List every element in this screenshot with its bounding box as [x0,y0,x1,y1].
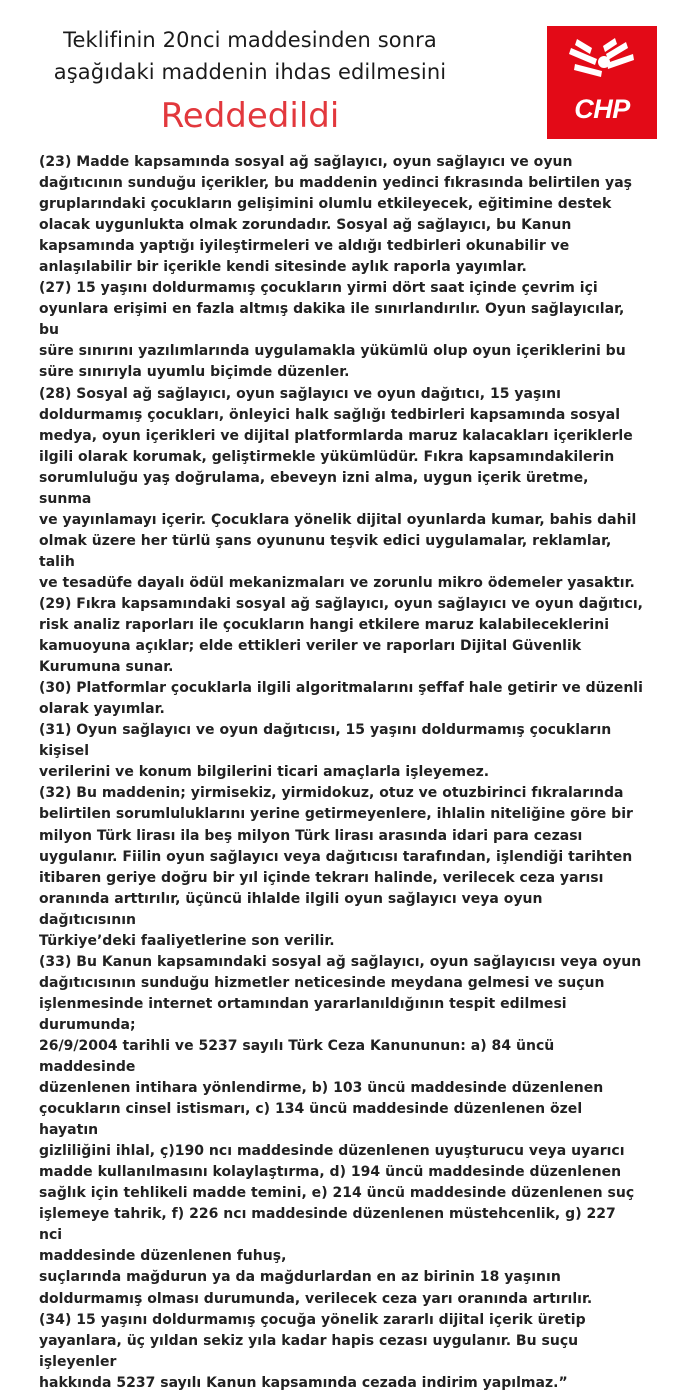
paragraph-27: (27) 15 yaşını doldurmamış çocukların yirmi dört saat içinde çevrim içi oyunlara erişimi en fazla altmış dakika ile sınırlandırılır. Oyun sağlayıcılar, bu süre sınırını yazılımlarında uygulamakla yükümlü olup oyun içeriklerini bu süre sınırıyla uyumlu biçimde düzenler. [39,280,626,381]
paragraph-30: (30) Platformlar çocuklarla ilgili algoritmalarını şeffaf hale getirir ve düzenli olarak yayımlar. [39,680,643,718]
paragraph-33: (33) Bu Kanun kapsamındaki sosyal ağ sağlayıcı, oyun sağlayıcısı veya oyun dağıtıcısının sunduğu hizmetler neticesinde meydana gelmesi ve suçun işlenmesinde internet ortamından yararlanıldığının tespit edilmesi durumunda; [39,953,642,1033]
paragraph-23: (23) Madde kapsamında sosyal ağ sağlayıcı, oyun sağlayıcı ve oyun dağıtıcının sunduğu içerikler, bu maddenin yedinci fıkrasında belirtilen yaş gruplarındaki çocukların gelişimini olumlu etkileyecek, eğitimine destek olacak uygunlukta olmak zorundadır. Sosyal ağ sağlayıcı, bu Kanun kapsamında yaptığı iyileştirmeleri ve aldığı tedbirleri okunabilir ve anlaşılabilir bir içerikle kendi sitesinde aylık raporla yayımlar. [39,154,633,276]
party-logo [547,26,657,139]
paragraph-28: (28) Sosyal ağ sağlayıcı, oyun sağlayıcı ve oyun dağıtıcı, 15 yaşını doldurmamış çocukları, önleyici halk sağlığı tedbirleri kapsamında sosyal medya, oyun içerikleri ve dijital platformlarda maruz kalacakları içeriklerle ilgili olarak korumak, geliştirmekle yükümlüdür. Fıkra kapsamındakilerin sorumluluğu yaş doğrulama, ebeveyn izni alma, uygun içerik üretme, sunma ve yayınlamayı içerir. Çocuklara yönelik dijital oyunlarda kumar, bahis dahil olmak üzere her türlü şans oyununu teşvik edici uygulamalar, reklamlar, talih ve tesadüfe dayalı ödül mekanizmaları ve zorunlu mikro ödemeler yasaktır. [39,385,637,591]
paragraph-29: (29) Fıkra kapsamındaki sosyal ağ sağlayıcı, oyun sağlayıcı ve oyun dağıtıcı, risk analiz raporları ile çocukların hangi etkilere maruz kalabileceklerini kamuoyuna açıklar; elde ettikleri veriler ve raporları Dijital Güvenlik Kurumuna sunar. [39,595,643,676]
status-label: Reddedildi [160,96,340,136]
header-line-1: Teklifinin 20nci maddesinden sonra [63,28,437,52]
paragraph-34: (34) 15 yaşını doldurmamış çocuğa yönelik zararlı dijital içerik üretip yayanlara, üç yıldan sekiz yıla kadar hapis cezası uygulanır. Bu suçu işleyenler hakkında 5237 sayılı Kanun kapsamında cezada indirim yapılmaz.” [39,1311,586,1391]
paragraph-32: (32) Bu maddenin; yirmisekiz, yirmidokuz, otuz ve otuzbirinci fıkralarında belirtilen sorumluluklarını yerine getirmeyenlere, ihlalin niteliğine göre bir milyon Türk lirası ila beş milyon Türk lirası arasında idari para cezası uygulanır. Fiilin oyun sağlayıcı veya dağıtıcısı tarafından, işlendiği tarihten itibaren geriye doğru bir yıl içinde tekrarı halinde, verilecek ceza yarısı oranında arttırılır, üçüncü ihlalde ilgili oyun sağlayıcı veya oyun dağıtıcısının Türkiye’deki faaliyetlerine son verilir. [39,785,633,949]
document-body [39,152,643,1394]
paragraph-33-list: 26/9/2004 tarihli ve 5237 sayılı Türk Ceza Kanununun: a) 84 üncü maddesinde düzenlenen intihara yönlendirme, b) 103 üncü maddesinde düzenlenen çocukların cinsel istismarı, c) 134 üncü maddesinde düzenlenen özel hayatın gizliliğini ihlal, ç)190 ncı maddesinde düzenlenen uyuşturucu veya uyarıcı madde kullanılmasını kolaylaştırma, d) 194 üncü maddesinde düzenlenen sağlık için tehlikeli madde temini, e) 214 üncü maddesinde düzenlenen suç işlemeye tahrik, f) 226 ncı maddesinde düzenlenen müstehcenlik, g) 227 nci maddesinde düzenlenen fuhuş, [39,1037,635,1265]
logo-text: CHP [574,94,630,124]
paragraph-31: (31) Oyun sağlayıcı ve oyun dağıtıcısı, 15 yaşını doldurmamış çocukların kişisel verilerini ve konum bilgilerini ticari amaçlarla işleyemez. [39,722,612,781]
paragraph-33-conclusion: suçlarında mağdurun ya da mağdurlardan en az birinin 18 yaşının doldurmamış olması durumunda, verilecek ceza yarı oranında artırılır. [39,1269,593,1307]
header-line-2: aşağıdaki maddenin ihdas edilmesini [53,60,447,84]
